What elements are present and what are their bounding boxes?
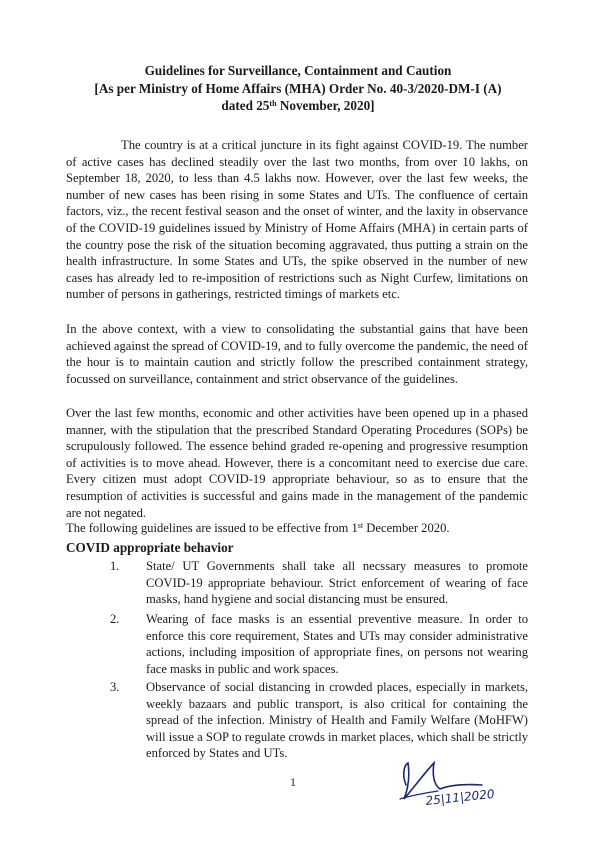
document-title: Guidelines for Surveillance, Containment and Caution: [144, 63, 452, 78]
list-item-text: Wearing of face masks is an essential preventive measure. In order to enforce this core requirement, States and UTs may consider administrative actions, including imposition of appropriate fines, on persons not wearing face masks in public and work spaces.: [146, 612, 528, 676]
list-item-text: State/ UT Governments shall take all necssary measures to promote COVID-19 appropriate behaviour. Strict enforcement of wearing of face masks, hand hygiene and social distancing must be ensured.: [146, 559, 528, 607]
list-item-number: 3.: [110, 680, 120, 694]
order-date: [60, 97, 536, 114]
list-item-number: 1.: [110, 559, 120, 573]
effective-prefix: The following guidelines are issued to be effective from 1: [66, 521, 358, 535]
order-reference: [As per Ministry of Home Affairs (MHA) Order No. 40-3/2020-DM-I (A): [94, 81, 502, 96]
signature: [394, 755, 534, 815]
effective-suffix: December 2020.: [363, 521, 450, 535]
order-date-suffix: November, 2020]: [276, 98, 375, 113]
order-date-sup: th: [269, 99, 277, 108]
section-heading: COVID appropriate behavior: [66, 540, 234, 555]
signature-date: 25|11|2020: [424, 786, 496, 808]
paragraph-context: The country is at a critical juncture in its fight against COVID-19. The number of active cases has declined steadily over the last two months, from over 10 lakhs, on September 18, 2020, to less than 4.5 lakhs now. However, over the last few weeks, the number of new cases has been rising in some States and UTs. The confluence of certain factors, viz., the recent festival season and the onset of winter, and the laxity in observance of the COVID-19 guidelines issued by Ministry of Home Affairs (MHA) in certain parts of the country pose the risk of the situation becoming aggravated, thus putting a strain on the health infrastructure. In some States and UTs, the spike observed in the number of new cases has already led to re-imposition of restrictions such as Night Curfew, limitations on number of persons in gatherings, restricted timings of markets etc.: [66, 138, 528, 302]
paragraph-caution: In the above context, with a view to consolidating the substantial gains that have been achieved against the spread of COVID-19, and to fully overcome the pandemic, the need of the hour is to maintain caution and strictly follow the prescribed containment strategy, focussed on surveillance, containment and strict observance of the guidelines.: [66, 322, 528, 386]
order-date-prefix: dated 25: [221, 98, 270, 113]
paragraph-reopening: Over the last few months, economic and other activities have been opened up in a phased manner, with the stipulation that the prescribed Standard Operating Procedures (SOPs) be scrupulously followed. The essence behind graded re-opening and progressive resumption of activities is to move ahead. However, there is a concomitant need to exercise due care. Every citizen must adopt COVID-19 appropriate behaviour, so as to ensure that the resumption of activities is successful and gains made in the management of the pandemic are not negated.: [66, 406, 528, 520]
page-number: 1: [290, 775, 296, 789]
effective-date-line: [66, 520, 528, 537]
list-item-number: 2.: [110, 612, 120, 626]
effective-sup: st: [357, 521, 364, 530]
list-item-text: Observance of social distancing in crowded places, especially in markets, weekly bazaars and public transport, is also critical for containing the spread of the infection. Ministry of Health and Family Welfare (MoHFW) will issue a SOP to regulate crowds in market places, which shall be strictly enforced by States and UTs.: [146, 680, 528, 761]
